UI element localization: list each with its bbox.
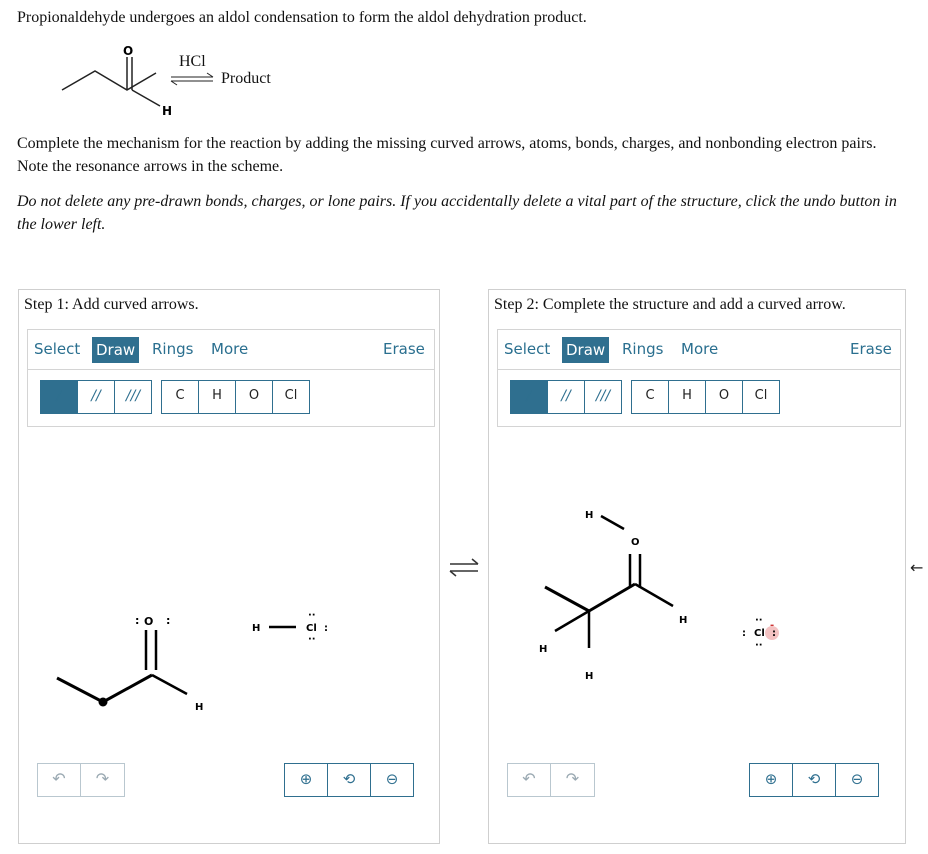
- redo-icon: ↷: [565, 769, 580, 788]
- step1-oxygen-button[interactable]: O: [235, 380, 273, 414]
- step2-negative-charge: -: [770, 620, 775, 631]
- step1-chlorine-atom: Cl: [306, 623, 317, 634]
- step2-rings-tab[interactable]: Rings: [622, 340, 664, 358]
- step1-title: Step 1: Add curved arrows.: [24, 296, 199, 313]
- step1-single-bond-button[interactable]: /: [40, 380, 78, 414]
- step2-draw-tools: [497, 369, 901, 427]
- step1-canvas[interactable]: [19, 430, 439, 760]
- svg-text:··: ··: [755, 615, 763, 626]
- step1-hydrogen-button[interactable]: H: [198, 380, 236, 414]
- svg-text:··: ··: [755, 640, 763, 651]
- step2-h-left: H: [539, 644, 548, 655]
- step2-erase-button[interactable]: Erase: [850, 340, 892, 358]
- step1-rings-tab[interactable]: Rings: [152, 340, 194, 358]
- step1-more-tab[interactable]: More: [211, 340, 249, 358]
- step2-zoom-out-button[interactable]: [835, 763, 879, 797]
- step2-more-tab[interactable]: More: [681, 340, 719, 358]
- step1-hcl-h: H: [252, 623, 261, 634]
- equilibrium-arrow-icon: [448, 557, 482, 579]
- redo-icon: ↷: [95, 769, 110, 788]
- step1-toolbar: [27, 329, 435, 370]
- product-label: Product: [221, 70, 271, 87]
- step2-undo-button[interactable]: [507, 763, 551, 797]
- step2-h-bottom: H: [585, 671, 594, 682]
- step1-zoom-in-button[interactable]: [284, 763, 328, 797]
- svg-text::: :: [324, 623, 328, 634]
- step2-toolbar: [497, 329, 901, 370]
- question-warning: Do not delete any pre-drawn bonds, charges, or lone pairs. If you accidentally delete a vital part of the structure, click the undo button in the lower left.: [17, 193, 897, 233]
- svg-text:··: ··: [308, 610, 316, 621]
- undo-icon: ↶: [52, 769, 66, 788]
- step2-chloride-atom: Cl: [754, 628, 765, 639]
- step1-oxygen-atom: O: [144, 615, 154, 628]
- question-instructions: Complete the mechanism for the reaction by adding the missing curved arrows, atoms, bonds, charges, and nonbonding electron pairs. Note the resonance arrows in the scheme.: [17, 135, 877, 175]
- step2-carbon-button[interactable]: C: [631, 380, 669, 414]
- step1-panel: [18, 289, 440, 844]
- step1-chlorine-button[interactable]: Cl: [272, 380, 310, 414]
- step1-carbanion-dot: [99, 698, 108, 707]
- step1-redo-button[interactable]: [80, 763, 125, 797]
- step1-triple-bond-button[interactable]: ///: [114, 380, 152, 414]
- step1-carbon-button[interactable]: C: [161, 380, 199, 414]
- step2-h-right: H: [679, 615, 688, 626]
- step2-panel: [488, 289, 906, 844]
- left-arrow-icon[interactable]: ←: [910, 558, 924, 577]
- step1-double-bond-button[interactable]: //: [77, 380, 115, 414]
- step2-zoom-in-button[interactable]: [749, 763, 793, 797]
- zoom-out-icon: ⊖: [850, 770, 864, 788]
- step1-undo-button[interactable]: [37, 763, 81, 797]
- step2-oxygen-atom: O: [631, 537, 640, 548]
- svg-text::: :: [135, 614, 140, 627]
- step2-double-bond-button[interactable]: //: [547, 380, 585, 414]
- step1-select-tab[interactable]: Select: [34, 340, 81, 358]
- scheme-hydrogen: H: [162, 104, 173, 118]
- step1-h-atom: H: [195, 702, 204, 713]
- zoom-in-icon: ⊕: [299, 770, 313, 788]
- step1-erase-button[interactable]: Erase: [383, 340, 425, 358]
- step2-canvas[interactable]: [489, 430, 905, 760]
- zoom-reset-icon: ⟲: [342, 770, 356, 788]
- zoom-reset-icon: ⟲: [807, 770, 821, 788]
- scheme-oxygen: O: [123, 44, 134, 58]
- step2-draw-tab[interactable]: Draw: [562, 337, 609, 363]
- step2-h-top: H: [585, 510, 594, 521]
- step2-single-bond-button[interactable]: /: [510, 380, 548, 414]
- step1-zoom-out-button[interactable]: [370, 763, 414, 797]
- step2-zoom-reset-button[interactable]: [792, 763, 836, 797]
- step2-hydrogen-button[interactable]: H: [668, 380, 706, 414]
- svg-text::: :: [772, 628, 776, 639]
- step2-triple-bond-button[interactable]: ///: [584, 380, 622, 414]
- step1-draw-tools: [27, 369, 435, 427]
- zoom-in-icon: ⊕: [764, 770, 778, 788]
- step1-draw-tab[interactable]: Draw: [92, 337, 139, 363]
- step2-oxygen-button[interactable]: O: [705, 380, 743, 414]
- step1-zoom-reset-button[interactable]: [327, 763, 371, 797]
- zoom-out-icon: ⊖: [385, 770, 399, 788]
- svg-text:··: ··: [308, 634, 316, 645]
- step2-redo-button[interactable]: [550, 763, 595, 797]
- svg-text::: :: [742, 628, 746, 639]
- svg-text::: :: [166, 614, 171, 627]
- step2-select-tab[interactable]: Select: [504, 340, 551, 358]
- question-intro: Propionaldehyde undergoes an aldol condensation to form the aldol dehydration product.: [17, 9, 587, 26]
- step2-chlorine-button[interactable]: Cl: [742, 380, 780, 414]
- step2-title: Step 2: Complete the structure and add a curved arrow.: [494, 296, 846, 313]
- undo-icon: ↶: [522, 769, 536, 788]
- reagent-label: HCl: [179, 53, 206, 70]
